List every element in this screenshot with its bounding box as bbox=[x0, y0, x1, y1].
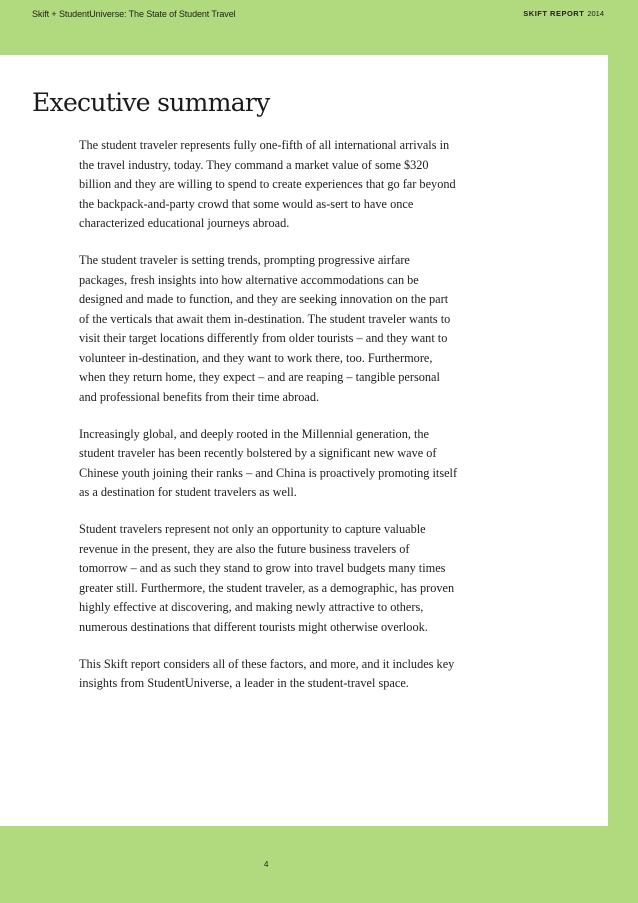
report-header-title: Skift + StudentUniverse: The State of Student Travel bbox=[32, 9, 236, 19]
section-title: Executive summary bbox=[32, 88, 270, 117]
paragraph: The student traveler represents fully one-fifth of all international arrivals in the travel industry, today. They command a market value of some $320 billion and they are willing to spend to create experiences that go far beyond the backpack-and-party crowd that some would as-sert to have once characterized educational journeys abroad. bbox=[79, 138, 456, 230]
page-number: 4 bbox=[264, 860, 269, 869]
report-year: 2014 bbox=[587, 9, 604, 18]
paragraph: This Skift report considers all of these factors, and more, and it includes key insights from StudentUniverse, a leader in the student-travel space. bbox=[79, 656, 455, 690]
report-brand: SKIFT REPORT bbox=[523, 9, 585, 18]
paragraph: Student travelers represent not only an opportunity to capture valuable revenue in the present, they are also the future business travelers of tomorrow – and as such they stand to grow into travel budgets many times greater still. Furthermore, the student traveler, as a demographic, has proven highly effective at discovering, and making newly attractive to others, numerous destinations that different tourists might otherwise overlook. bbox=[79, 522, 455, 634]
paragraph: The student traveler is setting trends, prompting progressive airfare packages, fresh insights into how alternative accommodations can be designed and made to function, and they are seeking innovation on the part of the verticals that await them in-destination. The student traveler wants to visit their target locations differently from older tourists – and they want to volunteer in-destination, and they want to work there, too. Furthermore, when they return home, they expect – and are reaping – tangible personal and professional benefits from their time abroad. bbox=[79, 253, 451, 404]
report-header-label bbox=[523, 9, 604, 18]
paragraph: Increasingly global, and deeply rooted in the Millennial generation, the student traveler has been recently bolstered by a significant new wave of Chinese youth joining their ranks – and China is proactively promoting itself as a destination for student travelers as well. bbox=[79, 426, 458, 499]
summary-body bbox=[79, 136, 459, 711]
page-content bbox=[0, 55, 608, 826]
